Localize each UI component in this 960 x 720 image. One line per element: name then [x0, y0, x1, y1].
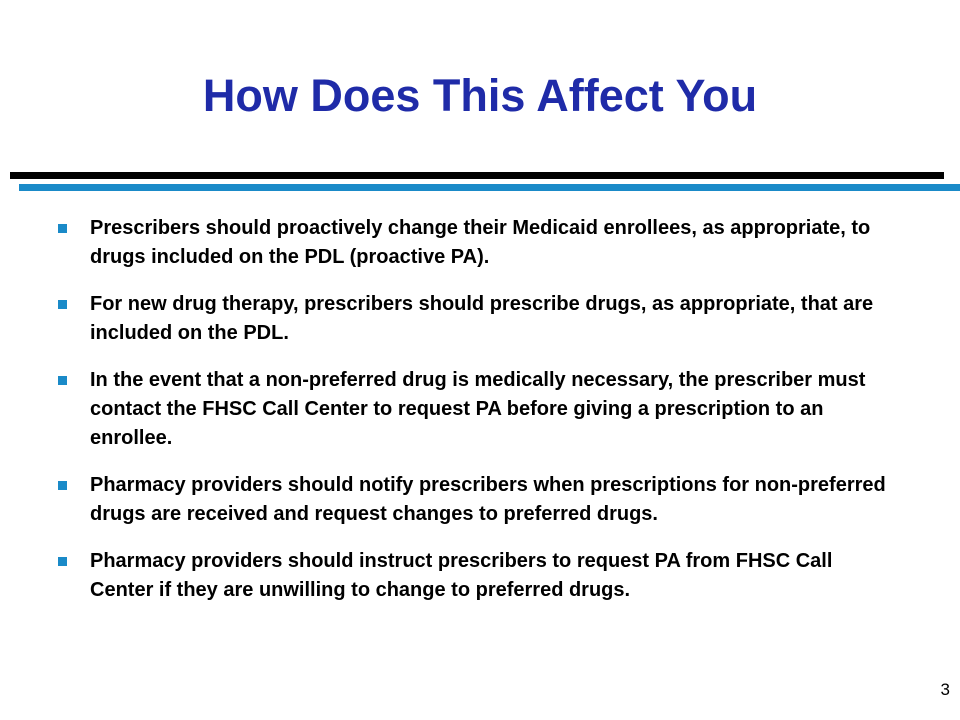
square-bullet-icon	[58, 557, 67, 566]
square-bullet-icon	[58, 224, 67, 233]
square-bullet-icon	[58, 300, 67, 309]
bullet-item	[58, 471, 898, 529]
bullet-text: For new drug therapy, prescribers should prescribe drugs, as appropriate, that are included on the PDL.	[90, 293, 874, 344]
page-number: 3	[940, 680, 950, 699]
title-divider-accent	[19, 184, 960, 191]
slide-title: How Does This Affect You	[202, 70, 758, 121]
square-bullet-icon	[58, 376, 67, 385]
bullet-text: Pharmacy providers should instruct prescribers to request PA from FHSC Call Center if they are unwilling to change to preferred drugs.	[90, 550, 833, 601]
title-divider-dark	[10, 172, 944, 179]
bullet-item	[58, 290, 898, 348]
bullet-item	[58, 366, 898, 453]
bullet-text: In the event that a non-preferred drug is medically necessary, the prescriber must contact the FHSC Call Center to request PA before giving a prescription to an enrollee.	[90, 369, 866, 449]
bullet-text: Pharmacy providers should notify prescribers when prescriptions for non-preferred drugs are received and request changes to preferred drugs.	[90, 474, 886, 525]
square-bullet-icon	[58, 481, 67, 490]
bullet-item	[58, 547, 898, 605]
bullet-list	[58, 214, 898, 623]
bullet-item	[58, 214, 898, 272]
bullet-text: Prescribers should proactively change their Medicaid enrollees, as appropriate, to drugs included on the PDL (proactive PA).	[90, 217, 871, 268]
